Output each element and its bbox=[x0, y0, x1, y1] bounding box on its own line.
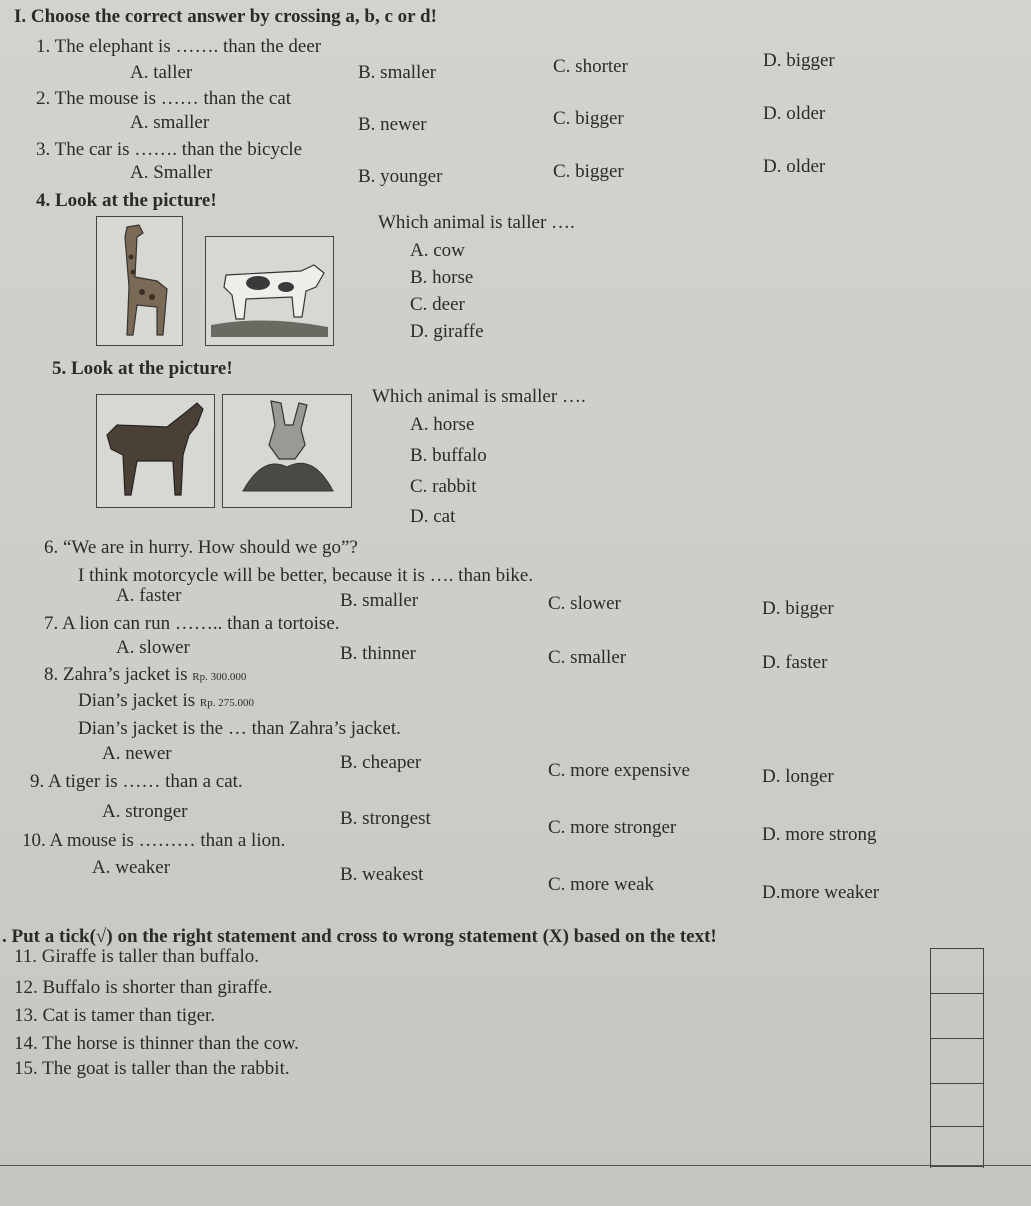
q8-dian-label: Dian’s jacket is bbox=[78, 690, 196, 711]
question-10: 10. A mouse is ……… than a lion. bbox=[22, 830, 286, 851]
question-7: 7. A lion can run …….. than a tortoise. bbox=[44, 613, 340, 634]
statement-15: 15. The goat is taller than the rabbit. bbox=[14, 1058, 290, 1079]
question-8 bbox=[44, 664, 246, 688]
q9-option-b[interactable]: B. strongest bbox=[340, 808, 431, 829]
q2-option-c[interactable]: C. bigger bbox=[553, 108, 624, 129]
q5-option-a[interactable]: A. horse bbox=[410, 414, 475, 435]
q4-option-c[interactable]: C. deer bbox=[410, 294, 465, 315]
q6-option-d[interactable]: D. bigger bbox=[762, 598, 834, 619]
q5-question: Which animal is smaller …. bbox=[372, 386, 586, 407]
rabbit-picture bbox=[222, 394, 352, 508]
q2-option-d[interactable]: D. older bbox=[763, 103, 826, 124]
bottom-rule bbox=[0, 1165, 1031, 1166]
statement-14: 14. The horse is thinner than the cow. bbox=[14, 1033, 299, 1054]
q7-option-a[interactable]: A. slower bbox=[116, 637, 190, 658]
question-8-line-3: Dian’s jacket is the … than Zahra’s jacket. bbox=[78, 718, 401, 739]
q3-option-b[interactable]: B. younger bbox=[358, 166, 443, 187]
cow-picture bbox=[205, 236, 334, 346]
q7-option-b[interactable]: B. thinner bbox=[340, 643, 416, 664]
q3-option-d[interactable]: D. older bbox=[763, 156, 826, 177]
question-3: 3. The car is ……. than the bicycle bbox=[36, 139, 303, 160]
q4-question: Which animal is taller …. bbox=[378, 212, 575, 233]
q5-option-d[interactable]: D. cat bbox=[410, 506, 456, 527]
q7-option-d[interactable]: D. faster bbox=[762, 652, 828, 673]
q1-option-a[interactable]: A. taller bbox=[130, 62, 193, 83]
q8-dian-price: Rp. 275.000 bbox=[199, 697, 254, 709]
q8-zahra-price: Rp. 300.000 bbox=[192, 671, 247, 683]
question-6-line-2: I think motorcycle will be better, because it is …. than bike. bbox=[78, 565, 534, 586]
answer-box-11[interactable] bbox=[931, 948, 983, 949]
q4-option-d[interactable]: D. giraffe bbox=[410, 321, 484, 342]
question-4: 4. Look at the picture! bbox=[36, 190, 217, 211]
q4-option-a[interactable]: A. cow bbox=[410, 240, 465, 261]
q3-option-a[interactable]: A. Smaller bbox=[130, 162, 213, 183]
answer-box-bottom bbox=[931, 1166, 983, 1167]
q8-option-a[interactable]: A. newer bbox=[102, 743, 172, 764]
question-6: 6. “We are in hurry. How should we go”? bbox=[44, 537, 358, 558]
q6-option-b[interactable]: B. smaller bbox=[340, 590, 419, 611]
q10-option-c[interactable]: C. more weak bbox=[548, 874, 655, 895]
statement-13: 13. Cat is tamer than tiger. bbox=[14, 1005, 216, 1026]
q1-option-d[interactable]: D. bigger bbox=[763, 50, 835, 71]
q1-option-b[interactable]: B. smaller bbox=[358, 62, 437, 83]
question-1: 1. The elephant is ……. than the deer bbox=[36, 36, 322, 57]
q4-option-b[interactable]: B. horse bbox=[410, 267, 474, 288]
answer-box-12[interactable] bbox=[931, 993, 983, 994]
q3-option-c[interactable]: C. bigger bbox=[553, 161, 624, 182]
section-title: I. Choose the correct answer by crossing a, b, c or d! bbox=[14, 6, 437, 27]
q9-option-c[interactable]: C. more stronger bbox=[548, 817, 677, 838]
giraffe-picture bbox=[96, 216, 183, 346]
q10-option-d[interactable]: D.more weaker bbox=[762, 882, 880, 903]
q2-option-a[interactable]: A. smaller bbox=[130, 112, 210, 133]
answer-box-14[interactable] bbox=[931, 1083, 983, 1084]
q1-option-c[interactable]: C. shorter bbox=[553, 56, 628, 77]
answer-box-13[interactable] bbox=[931, 1038, 983, 1039]
section-2-title: . Put a tick(√) on the right statement and cross to wrong statement (X) based on the text! bbox=[2, 926, 717, 947]
q8-option-b[interactable]: B. cheaper bbox=[340, 752, 422, 773]
q6-option-a[interactable]: A. faster bbox=[116, 585, 182, 606]
answer-boxes bbox=[930, 948, 984, 1168]
statement-12: 12. Buffalo is shorter than giraffe. bbox=[14, 977, 273, 998]
q8-zahra-label: 8. Zahra’s jacket is bbox=[44, 664, 188, 685]
q10-option-b[interactable]: B. weakest bbox=[340, 864, 424, 885]
q9-option-d[interactable]: D. more strong bbox=[762, 824, 877, 845]
question-2: 2. The mouse is …… than the cat bbox=[36, 88, 292, 109]
question-5: 5. Look at the picture! bbox=[52, 358, 233, 379]
q9-option-a[interactable]: A. stronger bbox=[102, 801, 188, 822]
statement-11: 11. Giraffe is taller than buffalo. bbox=[14, 946, 259, 967]
answer-box-15[interactable] bbox=[931, 1126, 983, 1127]
q5-option-b[interactable]: B. buffalo bbox=[410, 445, 487, 466]
question-8-line-2 bbox=[78, 690, 254, 714]
q5-option-c[interactable]: C. rabbit bbox=[410, 476, 477, 497]
q8-option-d[interactable]: D. longer bbox=[762, 766, 834, 787]
question-9: 9. A tiger is …… than a cat. bbox=[30, 771, 243, 792]
q2-option-b[interactable]: B. newer bbox=[358, 114, 427, 135]
q7-option-c[interactable]: C. smaller bbox=[548, 647, 627, 668]
q6-option-c[interactable]: C. slower bbox=[548, 593, 621, 614]
q8-option-c[interactable]: C. more expensive bbox=[548, 760, 690, 781]
horse-picture bbox=[96, 394, 215, 508]
q10-option-a[interactable]: A. weaker bbox=[92, 857, 171, 878]
